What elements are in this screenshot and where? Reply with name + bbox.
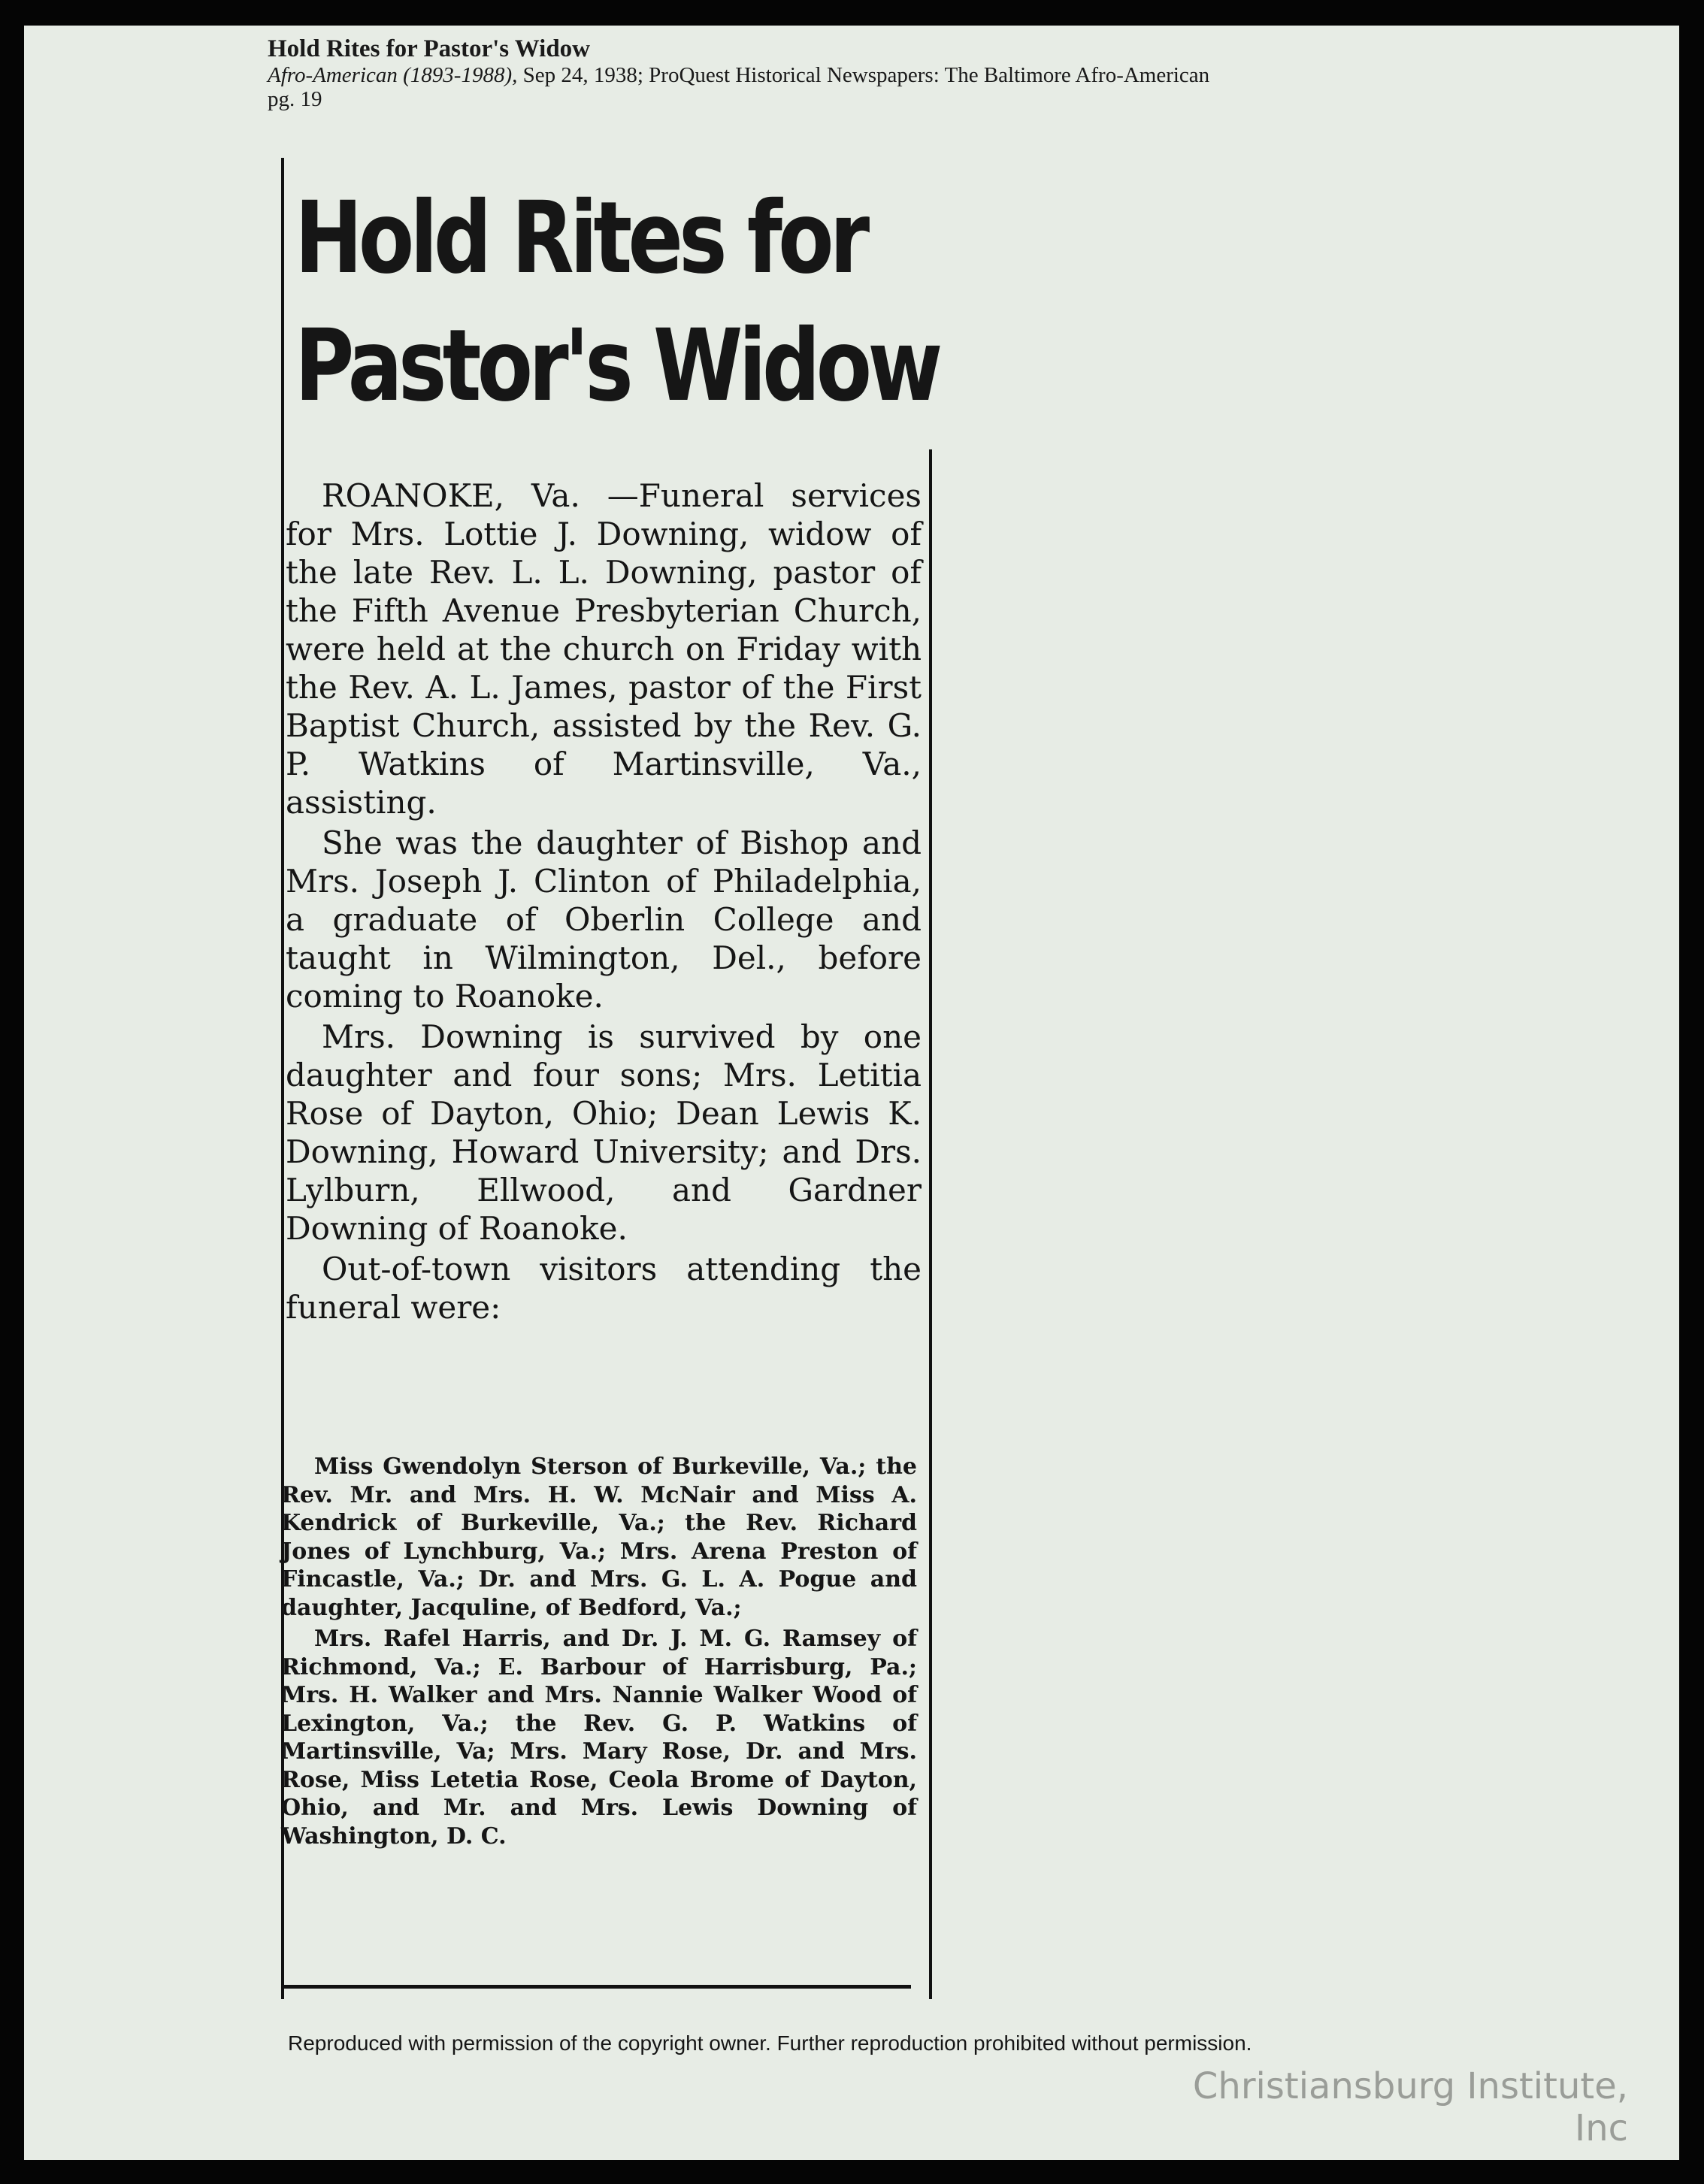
headline-line-1: Hold Rites for — [295, 180, 866, 296]
clipping-bottom-rule — [283, 1985, 911, 1989]
citation-title: Hold Rites for Pastor's Widow — [268, 35, 591, 62]
headline-line-2: Pastor's Widow — [295, 308, 939, 424]
visitor-paragraph-1: Miss Gwendolyn Sterson of Burkeville, Va.; the Rev. Mr. and Mrs. H. W. McNair and Miss A. Kendrick of Burkeville, Va.; the Rev. Richard Jones of Lynchburg, Va.; Mrs. Arena Preston of Fincastle, Va.; Dr. and Mrs. G. L. A. Pogue and daughter, Jacquline, of Bedford, Va.; — [281, 1453, 917, 1621]
visitor-list — [281, 1453, 917, 1853]
article-paragraph-1: ROANOKE, Va. —Funeral services for Mrs. Lottie J. Downing, widow of the late Rev. L. L. Downing, pastor of the Fifth Avenue Presbyterian Church, were held at the church on Friday with the Rev. A. L. James, pastor of the First Baptist Church, assisted by the Rev. G. P. Watkins of Martinsville, Va., assisting. — [286, 477, 922, 821]
visitor-paragraph-2: Mrs. Rafel Harris, and Dr. J. M. G. Ramsey of Richmond, Va.; E. Barbour of Harrisburg, Pa.; Mrs. H. Walker and Mrs. Nannie Walker Wood of Lexington, Va.; the Rev. G. P. Watkins of Martinsville, Va; Mrs. Mary Rose, Dr. and Mrs. Rose, Miss Letetia Rose, Ceola Brome of Dayton, Ohio, and Mr. and Mrs. Lewis Downing of Washington, D. C. — [281, 1626, 917, 1850]
citation-header — [268, 35, 1395, 111]
citation-source-publication: Afro-American (1893-1988), — [268, 63, 518, 87]
article-paragraph-4: Out-of-town visitors attending the funeral were: — [286, 1251, 922, 1326]
watermark: Christiansburg Institute, Inc — [1192, 2065, 1628, 2149]
article-paragraph-2: She was the daughter of Bishop and Mrs. Joseph J. Clinton of Philadelphia, a graduate of Oberlin College and taught in Wilmington, Del., before coming to Roanoke. — [286, 824, 922, 1015]
copyright-notice: Reproduced with permission of the copyright owner. Further reproduction prohibited without permission. — [288, 2031, 1252, 2055]
article-paragraph-3: Mrs. Downing is survived by one daughter and four sons; Mrs. Letitia Rose of Dayton, Ohio; Dean Lewis K. Downing, Howard University; and Drs. Lylburn, Ellwood, and Gardner Downing of Roanoke. — [286, 1018, 922, 1247]
article-body — [286, 476, 922, 1329]
clipping-right-rule — [929, 449, 932, 1999]
citation-source-details: Sep 24, 1938; ProQuest Historical Newspapers: The Baltimore Afro-American — [517, 63, 1210, 87]
citation-page: pg. 19 — [268, 87, 322, 111]
citation-source — [268, 63, 1395, 87]
article-headline — [295, 174, 939, 430]
